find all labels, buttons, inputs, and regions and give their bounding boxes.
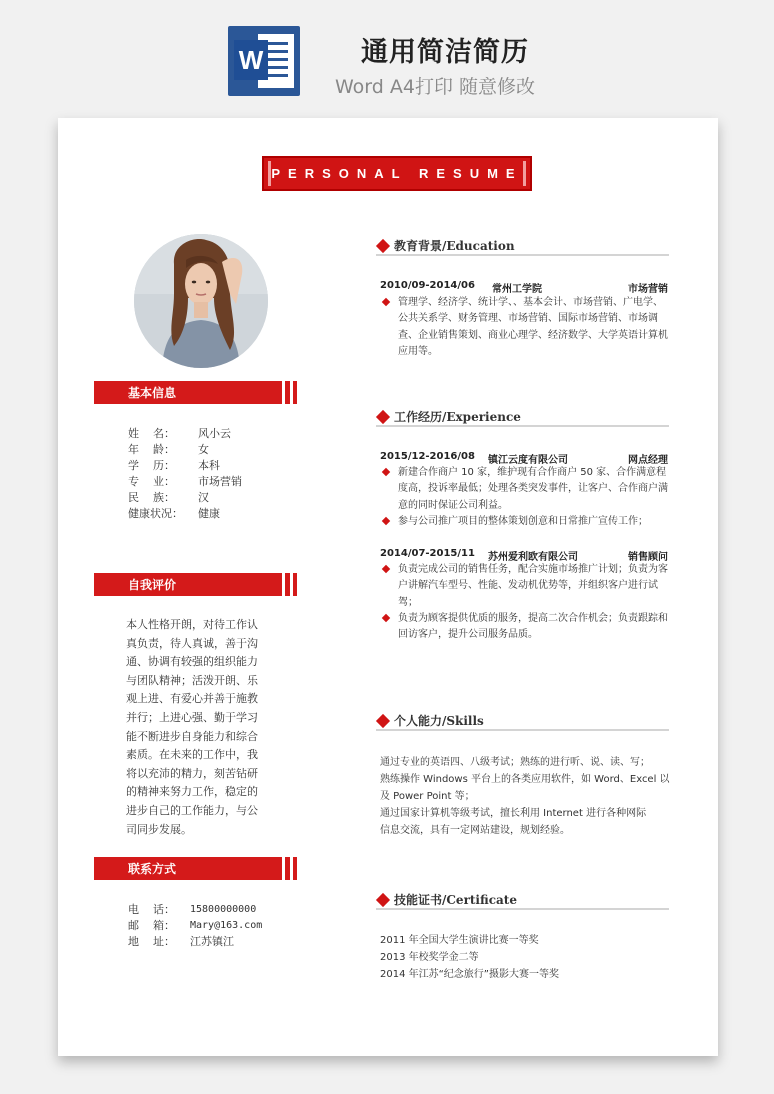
certificate-item: 2013 年校奖学金二等: [380, 952, 479, 963]
skills-line: 及 Power Point 等；: [380, 791, 475, 802]
experience-title: 工作经历/Experience: [394, 410, 521, 424]
contact-title: 联系方式: [128, 862, 177, 876]
education-title: 教育背景/Education: [394, 239, 515, 253]
resume-paper: PERSONAL RESUME 基本信息 姓 名： 风小云 年 龄： 女 学 历： 本科 专 业： 市场营销 民 族： 汉 健康状况： 健康 自我评价 本人性格开朗，对待工作认真负责，待人真诚，善于沟通、协调有较强的组织能力与团队精神；活泼开朗、乐观上进、有爱心并善于施教并行；上进心强、勤于学习能不断进步自身能力和综合素质。在未来的工作中，我将以充沛的精力，刻苦钻研的精神来努力工作，稳定的进步自己的工作能力，与公司同步发展。 联系方式 电 话： 15800000000 邮 箱： Mary@163.com 地 址： 江苏镇江 教育背景/Education 2010/09-2014/06 常州工学院 市场营销 管理学、经济学、统计学、、基本会计、市场营销、广电学、公共关系学、财务管理、市场营销、国际市场营销、市场调查、企业销售策划、商业心理学、经济数学、大学英语计算机应用等。 工作经历/Experience 2015/12-2016/08 镇江云度有限公司 网点经理 新建合作商户 10 家，维护现有合作商户 50 家、合作满意程度高，投诉率最低；处理各类突发事件，让客户、合作商户满意的同时保证公司利益。 参与公司推广项目的整体策划创意和日常推广宣传工作； 2014/07-2015/11 苏州爱利欧有限公司 销售顾问 负责完成公司的销售任务，配合实施市场推广计划；负责为客户讲解汽车型号、性能、发动机优势等，并组织客户进行试驾； 负责为顾客提供优质的服务，提高二次合作机会；负责跟踪和回访客户，提升公司服务品质。 个人能力/Skills 通过专业的英语四、八级考试；熟练的进行听、说、读、写； 熟练操作 Windows 平台上的各类应用软件，如 Word、Excel 以 及 Power Point 等； 通过国家计算机等级考试，擅长利用 Internet 进行各种网际 信息交流，具有一定网站建设，规划经验。 技能证书/Certificate 2011 年全国大学生演讲比赛一等奖 2013 年校奖学金二等 2014 年江苏“纪念旅行”摄影大赛一等奖: [58, 118, 718, 1056]
self-eval-header: [94, 573, 297, 596]
skills-line: 通过国家计算机等级考试，擅长利用 Internet 进行各种网际: [380, 808, 647, 819]
skills-line: 通过专业的英语四、八级考试；熟练的进行听、说、读、写；: [380, 757, 650, 768]
word-logo-icon: [228, 26, 300, 96]
diamond-icon: [376, 239, 390, 253]
contact-header: [94, 857, 297, 880]
skills-title: 个人能力/Skills: [394, 714, 484, 728]
experience-date: 2015/12-2016/08: [380, 451, 475, 462]
self-eval-title: 自我评价: [128, 578, 177, 592]
resume-banner: [262, 156, 532, 191]
skills-text: [380, 754, 676, 839]
certificate-title: 技能证书/Certificate: [394, 893, 517, 907]
education-major: 市场营销: [628, 284, 668, 295]
banner-text: PERSONAL RESUME: [271, 166, 523, 181]
diamond-icon: [376, 410, 390, 424]
experience-company: 苏州爱利欧有限公司: [488, 552, 578, 563]
certificate-list: [380, 932, 676, 983]
page-subtitle: Word A4打印 随意修改: [334, 76, 535, 98]
skills-line: 信息交流，具有一定网站建设，规划经验。: [380, 825, 570, 836]
certificate-header: [376, 892, 669, 910]
education-school: 常州工学院: [492, 284, 542, 295]
diamond-icon: [376, 893, 390, 907]
certificate-item: 2014 年江苏“纪念旅行”摄影大赛一等奖: [380, 969, 559, 980]
skills-header: [376, 713, 669, 731]
experience-bullet: 负责为顾客提供优质的服务，提高二次合作机会；负责跟踪和回访客户，提升公司服务品质。: [380, 611, 670, 644]
experience-entry-head: [380, 451, 668, 465]
experience-date: 2014/07-2015/11: [380, 548, 475, 559]
self-eval-text: 本人性格开朗，对待工作认真负责，待人真诚，善于沟通、协调有较强的组织能力与团队精神；活泼开朗、乐观上进、有爱心并善于施教并行；上进心强、勤于学习能不断进步自身能力和综合素质。在未来的工作中，我将以充沛的精力，刻苦钻研的精神来努力工作，稳定的进步自己的工作能力，与公司同步发展。: [126, 618, 258, 836]
profile-photo: [134, 234, 268, 368]
experience-bullet: 负责完成公司的销售任务，配合实施市场推广计划；负责为客户讲解汽车型号、性能、发动机优势等，并组织客户进行试驾；: [380, 562, 670, 611]
skills-line: 熟练操作 Windows 平台上的各类应用软件，如 Word、Excel 以: [380, 774, 670, 785]
education-date: 2010/09-2014/06: [380, 280, 475, 291]
portrait-image: [134, 234, 268, 368]
certificate-item: 2011 年全国大学生演讲比赛一等奖: [380, 935, 539, 946]
experience-role: 销售顾问: [628, 552, 668, 563]
basic-info-title: 基本信息: [128, 386, 177, 400]
diamond-icon: [376, 714, 390, 728]
experience-role: 网点经理: [628, 455, 668, 466]
education-entry-head: [380, 280, 668, 294]
experience-company: 镇江云度有限公司: [488, 455, 568, 466]
page-title: 通用简洁简历: [361, 37, 529, 68]
experience-bullet: 新建合作商户 10 家，维护现有合作商户 50 家、合作满意程度高，投诉率最低；处理各类突发事件，让客户、合作商户满意的同时保证公司利益。: [380, 465, 670, 514]
education-header: [376, 238, 669, 256]
experience-bullet: 参与公司推广项目的整体策划创意和日常推广宣传工作；: [380, 514, 670, 530]
experience-entry-head: [380, 548, 668, 562]
experience-header: [376, 409, 669, 427]
basic-info-header: [94, 381, 297, 404]
education-bullet: 管理学、经济学、统计学、、基本会计、市场营销、广电学、公共关系学、财务管理、市场营销、国际市场营销、市场调查、企业销售策划、商业心理学、经济数学、大学英语计算机应用等。: [380, 295, 670, 361]
word-letter: W: [234, 40, 268, 80]
